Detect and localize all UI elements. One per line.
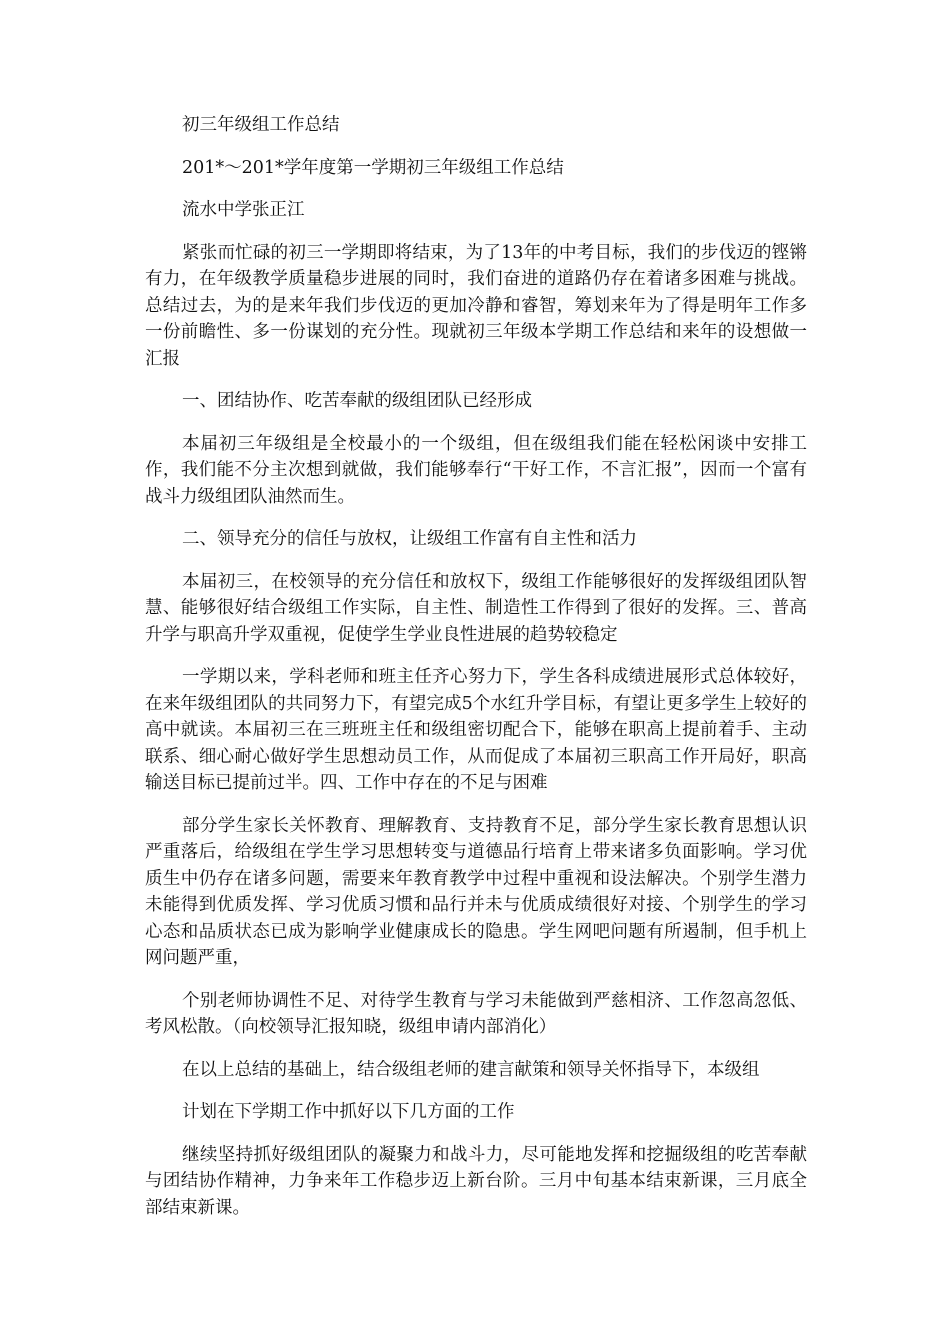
paragraph: 一学期以来，学科老师和班主任齐心努力下，学生各科成绩进展形式总体较好，在来年级组团队的共同努力下，有望完成5个水红升学目标，有望让更多学生上较好的高中就读。本届初三在三班班主任和级组密切配合下，能够在职高上提前着手、主动联系、细心耐心做好学生思想动员工作，从而促成了本届初三职高工作开局好，职高输送目标已提前过半。四、工作中存在的不足与困难 (145, 667, 807, 793)
paragraph: 本届初三年级组是全校最小的一个级组，但在级组我们能在轻松闲谈中安排工作，我们能不分主次想到就做，我们能够奉行“干好工作，不言汇报”，因而一个富有战斗力级组团队油然而生。 (145, 433, 807, 507)
document-author: 流水中学张正江 (182, 200, 305, 220)
section-heading-2: 二、领导充分的信任与放权，让级组工作富有自主性和活力 (182, 529, 637, 549)
paragraph-intro: 紧张而忙碌的初三一学期即将结束，为了13年的中考目标，我们的步伐迈的铿锵有力，在年级教学质量稳步进展的同时，我们奋进的道路仍存在着诸多困难与挑战。总结过去，为的是来年我们步伐迈的更加冷静和睿智，筹划来年为了得是明年工作多一份前瞻性、多一份谋划的充分性。现就初三年级本学期工作总结和来年的设想做一汇报 (145, 242, 807, 369)
document-body (145, 112, 807, 1237)
section-heading-1: 一、团结协作、吃苦奉献的级组团队已经形成 (182, 391, 532, 411)
paragraph: 在以上总结的基础上，结合级组老师的建言献策和领导关怀指导下，本级组 (182, 1059, 760, 1080)
paragraph: 计划在下学期工作中抓好以下几方面的工作 (182, 1102, 515, 1122)
paragraph: 本届初三，在校领导的充分信任和放权下，级组工作能够很好的发挥级组团队智慧、能够很好结合级组工作实际，自主性、制造性工作得到了很好的发挥。三、普高升学与职高升学双重视，促使学生学业良性进展的趋势较稳定 (145, 571, 807, 645)
paragraph: 继续坚持抓好级组团队的凝聚力和战斗力，尽可能地发挥和挖掘级组的吃苦奉献与团结协作精神，力争来年工作稳步迈上新台阶。三月中旬基本结束新课，三月底全部结束新课。 (145, 1144, 807, 1218)
document-title: 初三年级组工作总结 (182, 115, 340, 135)
document-subtitle: 201*～201*学年度第一学期初三年级组工作总结 (182, 157, 564, 178)
paragraph: 部分学生家长关怀教育、理解教育、支持教育不足，部分学生家长教育思想认识严重落后，给级组在学生学习思想转变与道德品行培育上带来诸多负面影响。学习优质生中仍存在诸多问题，需要来年教育教学中过程中重视和设法解决。个别学生潜力未能得到优质发挥、学习优质习惯和品行并未与优质成绩很好对接、个别学生的学习心态和品质状态已成为影响学业健康成长的隐患。学生网吧问题有所遏制，但手机上网问题严重， (145, 815, 807, 968)
paragraph: 个别老师协调性不足、对待学生教育与学习未能做到严慈相济、工作忽高忽低、考风松散。（向校领导汇报知晓，级组申请内部消化） (145, 990, 807, 1037)
